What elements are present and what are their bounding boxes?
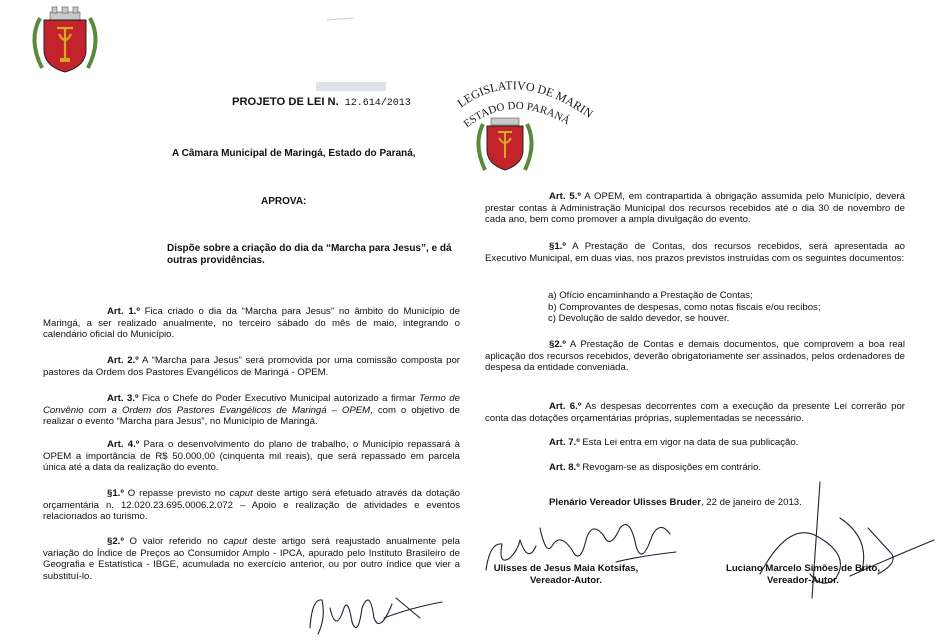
signer-1 xyxy=(486,563,646,586)
article-6 xyxy=(485,401,905,424)
article-7-label: Art. 7.º xyxy=(549,437,580,448)
article-4-label: Art. 4.º xyxy=(107,439,140,450)
article-5-text: A OPEM, em contrapartida à obrigação assumida pelo Município, deverá prestar contas à Administração Municipal dos recursos recebidos até o dia 30 de novembro de cada ano, bem como promover a ampla divulgação do evento. xyxy=(485,191,905,226)
article-3-label: Art. 3.º xyxy=(107,393,139,404)
signer-1-role: Vereador-Autor. xyxy=(530,574,602,586)
approves-heading: APROVA: xyxy=(261,196,307,207)
article-5-paragraph-1-text: A Prestação de Contas, dos recursos recebidos, será apresentada ao Executivo Municipal, em duas vias, nos prazos previstos instruídas com os seguintes documentos: xyxy=(485,241,905,264)
bill-title xyxy=(232,96,452,109)
paragraph-2-text-b: deste artigo será reajustado anualmente pela variação do Índice de Preços ao Consumidor Amplo - IPCA, apurado pelo Instituto Brasileiro de Geografia e Estatística - IBGE, acumulada no exercício anterior, ou por outro índice que vier a substituí-lo. xyxy=(43,536,460,582)
article-6-text: As despesas decorrentes com a execução da presente Lei correrão por conta das dotações orçamentárias próprias, suplementadas se necessário. xyxy=(485,401,905,424)
article-4-paragraph-1 xyxy=(43,488,460,523)
article-1 xyxy=(43,306,460,341)
list-item: a) Ofício encaminhando a Prestação de Contas; xyxy=(548,290,753,301)
document-list xyxy=(548,290,908,325)
article-5-paragraph-2-label: §2.º xyxy=(549,339,566,350)
article-1-label: Art. 1.º xyxy=(107,306,140,317)
coat-of-arms-icon xyxy=(455,72,595,172)
article-5-paragraph-1-label: §1.º xyxy=(549,241,566,252)
signer-1-name: Ulisses de Jesus Maia Kotsifas, xyxy=(493,563,639,574)
article-2-label: Art. 2.º xyxy=(107,355,139,366)
article-5-paragraph-2-text: A Prestação de Contas e demais documentos, que comprovem a boa real aplicação dos recursos recebidos, deverão obrigatoriamente ser assinados, pelos ordenadores de despesa da entidade conveniada. xyxy=(485,339,905,374)
handwritten-signature-icon xyxy=(300,578,450,635)
bill-number: 12.614/2013 xyxy=(344,98,411,109)
list-item: c) Devolução de saldo devedor, se houver. xyxy=(548,313,730,325)
paragraph-2-label: §2.º xyxy=(107,536,124,547)
article-3-text-b: , com o objetivo de realizar o evento “Marcha para Jesus”, no Município de Maringá. xyxy=(43,404,460,428)
article-8 xyxy=(485,462,905,474)
article-5 xyxy=(485,191,905,226)
article-4-paragraph-2 xyxy=(43,536,460,582)
paragraph-1-label: §1.º xyxy=(107,488,124,499)
article-4 xyxy=(43,439,460,474)
seal-right-line-2: ESTADO DO PARANÁ xyxy=(461,99,572,131)
paragraph-1-italic: caput xyxy=(229,488,253,499)
plenary-name: Plenário Vereador Ulisses Bruder xyxy=(549,497,701,508)
article-3 xyxy=(43,393,460,428)
article-5-paragraph-2 xyxy=(485,339,905,374)
seal-right xyxy=(455,72,595,172)
paragraph-1-text-a: O repasse previsto no xyxy=(123,488,230,499)
article-7-text: Esta Lei entra em vigor na data de sua publicação. xyxy=(579,437,799,448)
seal-left xyxy=(0,0,130,80)
signer-2-name: Luciano Marcelo Simões de Brito, xyxy=(725,563,881,574)
paragraph-2-italic: caput xyxy=(223,536,247,547)
article-3-text-a: Fica o Chefe do Poder Executivo Municipal autorizado a firmar xyxy=(138,393,419,404)
signature-left-page xyxy=(300,578,450,635)
article-8-text: Revogam-se as disposições em contrário. xyxy=(579,462,761,473)
preamble: A Câmara Municipal de Maringá, Estado do Paraná, xyxy=(172,148,416,159)
signer-2 xyxy=(708,563,898,586)
article-4-text: Para o desenvolvimento do plano de trabalho, o Município repassará à OPEM a importância de R$ 50.000,00 (cinquenta mil reais), que será repassado em parcela única até a data da realização do evento. xyxy=(43,439,460,474)
coat-of-arms-icon xyxy=(0,0,130,80)
article-3-italic: Termo de Convênio com a Ordem dos Pastores Evangélicos de Maringá – OPEM xyxy=(43,393,460,416)
scan-mark xyxy=(325,14,355,24)
paragraph-1-text-b: deste artigo será efetuado através da dotação orçamentária n. 12.020.23.695.0006.2.072 – Apoio e realização de atividades e eventos relacionados ao turismo. xyxy=(43,488,460,523)
seal-right-line-1: LEGISLATIVO DE MARIN xyxy=(455,78,595,121)
article-8-label: Art. 8.º xyxy=(549,462,580,473)
article-2 xyxy=(43,355,460,378)
bill-title-label: PROJETO DE LEI N. xyxy=(232,96,339,108)
article-6-label: Art. 6.º xyxy=(549,401,582,412)
article-5-label: Art. 5.º xyxy=(549,191,581,202)
article-2-text: A “Marcha para Jesus” será promovida por uma comissão composta por pastores da Ordem dos Pastores Evangélicos de Maringá - OPEM. xyxy=(43,355,460,378)
signer-2-role: Vereador-Autor. xyxy=(767,574,839,586)
paragraph-2-text-a: O valor referido no xyxy=(123,536,224,547)
plenary-date: , 22 de janeiro de 2013. xyxy=(700,497,802,508)
article-5-paragraph-1 xyxy=(485,241,905,264)
article-7 xyxy=(485,437,905,449)
list-item: b) Comprovantes de despesas, como notas fiscais e/ou recibos; xyxy=(548,301,821,313)
faint-stamp-icon xyxy=(316,80,390,94)
ementa: Dispõe sobre a criação do dia da “Marcha para Jesus”, e dá outras providências. xyxy=(167,243,452,267)
article-1-text: Fica criado o dia da “Marcha para Jesus” no âmbito do Município de Maringá, a ser realizado anualmente, no terceiro sábado do mês de maio, integrando o calendário oficial do Município. xyxy=(43,306,460,341)
